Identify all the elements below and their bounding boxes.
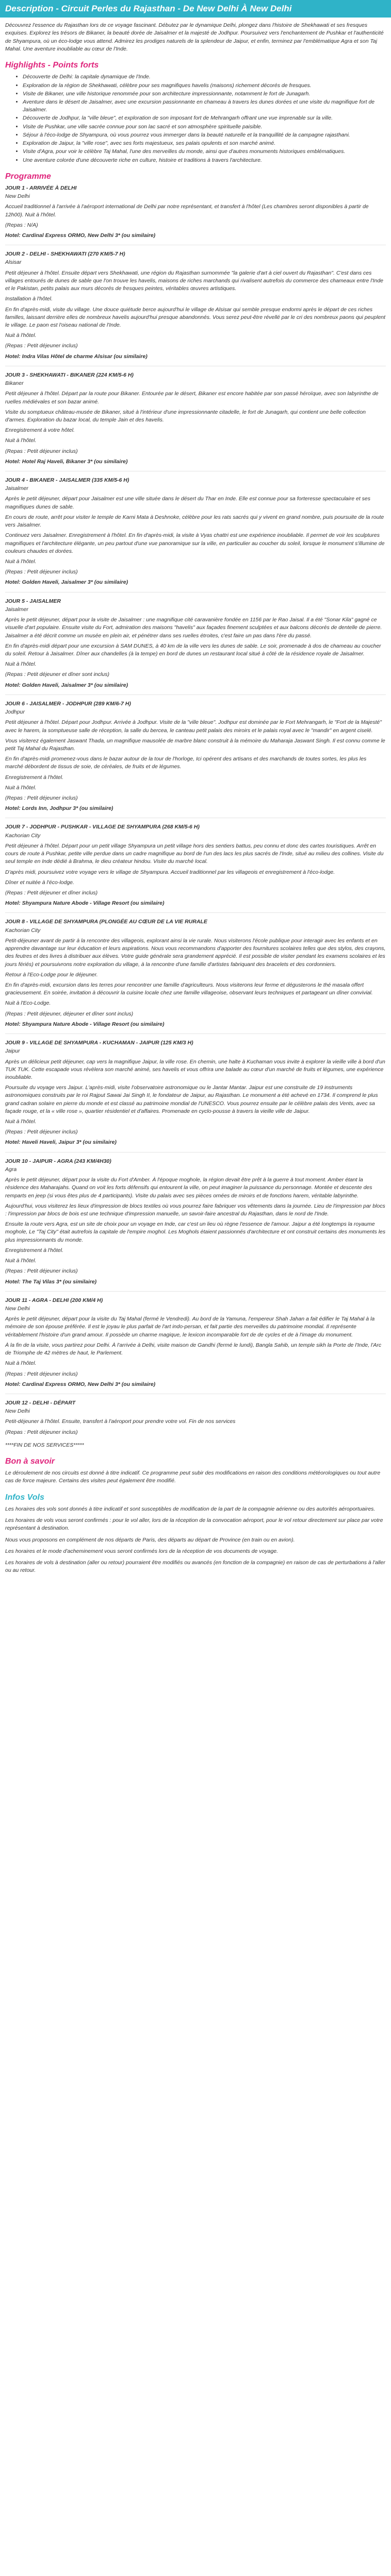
day-block — [5, 918, 386, 1028]
programme-heading: Programme — [5, 172, 51, 181]
day-paragraph: Continuez vers Jaisalmer. Enregistrement à l'hôtel. En fin d'après-midi, la visite à Vyas chattri est une expérience inoubliable. Il permet de voir les sculptures magnifiques et l'architecture élégante, un peu partout d'une vue panoramique sur la ville, en particulier au coucher du soleil, lorsque le monument s'illumine de couleurs chaudes et dorées. — [5, 532, 385, 554]
day-block — [5, 823, 386, 907]
day-hotel: Hotel: Shyampura Nature Abode - Village Resort (ou similaire) — [5, 1021, 165, 1027]
day-paragraph: En cours de route, arrêt pour visiter le temple de Karni Mata à Deshnoke, célèbre pour les rats sacrés qui y vivent en grand nombre, puis poursuite de la route vers Jaisalmer. — [5, 514, 384, 529]
day-paragraph: Ensuite la route vers Agra, est un site de choix pour un voyage en Inde, car c'est un lieu où règne l'essence de l'amour. Jaipur a été longtemps la royaume moghole, Le "Taj City" était autrefois la capitale de l'empire moghol. Les Moghols étaient passionnés d'architecture et ont construit certains des monuments les plus impressionnants du monde. — [5, 1221, 386, 1243]
end-of-services: ****FIN DE NOS SERVICES***** — [5, 1442, 84, 1448]
day-paragraph: Accueil traditionnel à l'arrivée à l'aéroport international de Delhi par notre représentant, et transfert à l'hôtel (Les chambres seront disponibles à partir de 12h00). Nuit à l'hôtel. — [5, 204, 369, 218]
day-paragraph: Nuit à l'hôtel. — [5, 1118, 37, 1125]
day-block — [5, 477, 386, 587]
highlight-item: • Aventure dans le désert de Jaisalmer, avec une excursion passionnante en chameau à travers les dunes dorées et une visite du magnifique fort de Jaisalmer. — [23, 98, 386, 114]
programme-days — [5, 184, 386, 1436]
day-hotel: Hotel: Cardinal Express ORMO, New Delhi 3* (ou similaire) — [5, 232, 156, 239]
day-location: Agra — [5, 1166, 17, 1173]
day-location: New Delhi — [5, 193, 30, 200]
day-title: JOUR 1 - ARRIVÉE À DELHI — [5, 184, 77, 191]
highlight-item: • Une aventure colorée d'une découverte riche en culture, histoire et traditions à travers l'architecture. — [23, 157, 386, 164]
highlight-item: • Visite de Pushkar, une ville sacrée connue pour son lac sacré et son atmosphère spirituelle paisible. — [23, 123, 386, 131]
day-paragraph: Après le petit déjeuner, départ pour la visite du Taj Mahal (fermé le Vendredi). Au bord de la Yamuna, l'empereur Shah Jahan a fait édifier le Taj Mahal à la mémoire de son épouse préférée. Il est le joyau le plus parfait de l'art indo-persan, et fait partie des merveilles du patrimoine mondial. Il représente véritablement l'histoire d'un grand amour. Il possède un charme magique, le lexicon incomparable fort de de cycles et de à l'image du monument. — [5, 1316, 375, 1338]
highlights-list — [5, 73, 386, 164]
flight-info-section — [5, 1505, 386, 1575]
flight-info-paragraph: Les horaires de vols vous seront confirmés : pour le vol aller, lors de la réception de la convocation aéroport, pour le vol retour directement sur place par votre représentant à destination. — [5, 1517, 383, 1532]
day-divider — [5, 912, 386, 913]
day-paragraph: En fin d'après-midi départ pour une excursion à SAM DUNES, à 40 km de la ville vers les dunes de sable. Le soir, promenade à dos de chameau au coucher du soleil. Retour à Jaisalmer. Dîner aux chandelles (à la tempe) en bord de dunes un restaurant local situé à côté de la résidence royale de Jaisalmer. — [5, 642, 381, 657]
day-paragraph: À la fin de la visite, vous partirez pour Delhi. À l'arrivée à Delhi, visite maison de Gandhi (fermé le lundi), Bangla Sahib, un temple sikh la Porte de l'Inde, l'Arc de Triomphe de 42 mètres de haut, le Parlement. — [5, 1342, 382, 1357]
day-block — [5, 700, 386, 813]
day-location: New Delhi — [5, 1408, 30, 1415]
day-divider — [5, 694, 386, 695]
day-divider — [5, 1152, 386, 1153]
day-location: Jodhpur — [5, 709, 25, 716]
day-location: New Delhi — [5, 1305, 30, 1312]
day-title: JOUR 12 - DELHI - DÉPART — [5, 1399, 76, 1406]
day-title: JOUR 4 - BIKANER - JAISALMER (335 KM/5-6 H) — [5, 477, 129, 484]
highlight-item: • Découverte de Delhi: la capitale dynamique de l'Inde. — [23, 73, 386, 81]
flight-info-heading: Infos Vols — [5, 1493, 44, 1502]
day-paragraph: Enregistrement à votre hôtel. — [5, 427, 75, 434]
day-paragraph: En fin d'après-midi, visite du village. Une douce quiétude berce aujourd'hui le village de Alsisar qui semble presque endormi après le départ de ces riches familles, laissant derrière elles de nombreux havelis aujourd'hui presque abandonnés. Vous serez peut-être révellé par le cri des nombreux paons qui peuplent le village. Le paon est l'oiseau national de l'Inde. — [5, 306, 386, 328]
highlights-heading: Highlights - Points forts — [5, 61, 99, 70]
day-location: Kachorian City — [5, 927, 41, 934]
day-paragraph: Visite du somptueux château-musée de Bikaner, situé à l'intérieur d'une impressionnante citadelle, le fort de Junagarh, qui contient une belle collection d'armes. Exploration du bazar local, du temple Jain et des havelis. — [5, 409, 366, 423]
good-to-know-heading: Bon à savoir — [5, 1457, 55, 1466]
day-block — [5, 184, 386, 240]
day-paragraph: D'après midi, poursuivez votre voyage vers le village de Shyampura. Accueil traditionnel par les villageois et enregistrement à l'éco-lodge. — [5, 869, 335, 875]
day-paragraph: (Repas : Petit déjeuner inclus) — [5, 1129, 78, 1136]
day-paragraph: Nuit à l'hôtel. — [5, 558, 37, 565]
day-paragraph: Après le petit déjeuner, départ pour Jaisalmer est une ville située dans le désert du Thar en Inde. Elle est connue pour sa forteresse spectaculaire et ses magnifiques dunes de sable. — [5, 496, 370, 510]
day-paragraph: Nuit à l'hôtel. — [5, 661, 37, 668]
day-paragraph: Petit-déjeuner à l'hôtel. Ensuite, transfert à l'aéroport pour prendre votre vol. Fin de nos services — [5, 1418, 236, 1425]
day-title: JOUR 5 - JAISALMER — [5, 598, 61, 604]
day-paragraph: En fin d'après-midi, excursion dans les terres pour rencontrer une famille d'agriculteurs. Nous visiterons leur ferme et dégusterons le thé masala offert gracieusement. En soirée, invitation à découvrir la cuisine locale chez une famille villageoise, observant leurs techniques et partageant un dîner convivial. — [5, 981, 373, 996]
day-location: Jaisalmer — [5, 606, 28, 613]
day-title: JOUR 6 - JAISALMER - JODHPUR (289 KM/6-7 H) — [5, 700, 131, 707]
day-paragraph: (Repas : Petit déjeuner inclus) — [5, 343, 78, 349]
day-location: Kachorian City — [5, 832, 41, 839]
day-paragraph: Dîner et nuitée à l'éco-lodge. — [5, 879, 74, 886]
day-title: JOUR 11 - AGRA - DELHI (200 KM/4 H) — [5, 1297, 103, 1303]
day-paragraph: Enregistrement à l'hôtel. — [5, 1247, 63, 1253]
day-block — [5, 250, 386, 361]
day-paragraph: Enregistrement à l'hôtel. — [5, 774, 63, 781]
day-paragraph: (Repas : Petit déjeuner inclus) — [5, 569, 78, 575]
day-location: Jaipur — [5, 1048, 20, 1055]
day-paragraph: (Repas : Petit déjeuner et dîner inclus) — [5, 890, 98, 896]
day-paragraph: Vous visiterez également Jaswant Thada, un magnifique mausolée de marbre blanc construit à la mémoire du Maharaja Jaswant Singh. Il est connu comme le petit Taj Mahal du Rajasthan. — [5, 737, 385, 752]
day-divider — [5, 1033, 386, 1034]
day-paragraph: Petit-déjeuner avant de partir à la rencontre des villageois, explorant ainsi la vie rurale. Nous visiterons l'école publique pour interagir avec les enfants et en apprendre davantage sur leur éducation et leurs aspirations. Nous vous recommandons d'apporter des fournitures scolaires telles que des stylos, des crayons, des feutres et des livres à distribuer aux élèves. Votre guide générale sera grandement apprécié. Il est possible de visiter pendant les examens scolaires et les jours fériés) et poursuivrons notre exploration du village, à la rencontre d'une famille d'artistes fabriquant des bracelets et des cordonniers. — [5, 937, 386, 968]
day-paragraph: Retour à l'Eco-Lodge pour le déjeuner. — [5, 971, 98, 978]
day-location: Jaisalmer — [5, 485, 28, 492]
highlight-item: • Séjour à l'éco-lodge de Shyampura, où vous pourrez vous immerger dans la beauté naturelle et la tranquillité de la campagne rajasthani. — [23, 131, 386, 139]
highlight-item: • Visite de Bikaner, une ville historique renommée pour son architecture impressionnante, notamment le fort de Junagarh. — [23, 90, 386, 98]
day-title: JOUR 3 - SHEKHAWATI - BIKANER (224 KM/5-6 H) — [5, 371, 134, 378]
day-paragraph: (Repas : Petit déjeuner inclus) — [5, 1429, 78, 1435]
day-block — [5, 598, 386, 689]
intro-paragraph: Découvrez l'essence du Rajasthan lors de ce voyage fascinant. Débutez par le dynamique Delhi, plongez dans l'histoire de Shekhawati et ses fresques exquises. Explorez les trésors de Bikaner, la beauté dorée de Jaisalmer et la majesté de Jodhpur. Poursuivez vers l'enchantement de Pushkar et l'authenticité de Shyampura, où un éco-lodge vous attend. Admirez les prodiges naturels de la splendeur de Jaipur, et enfin, terminez par l'emblématique Agra et son Taj Mahal. Une aventure inoubliable au cœur de l'Inde. — [5, 22, 384, 52]
day-location: Bikaner — [5, 380, 24, 387]
day-title: JOUR 10 - JAIPUR - AGRA (243 KM/4H30) — [5, 1158, 111, 1164]
highlight-item: • Découverte de Jodhpur, la "ville bleue", et exploration de son imposant fort de Mehrangarh offrant une vue imprenable sur la ville. — [23, 114, 386, 122]
day-hotel: Hotel: Indra Vilas Hôtel de charme Alsisar (ou similaire) — [5, 353, 148, 360]
day-hotel: Hotel: Hotel Raj Haveli, Bikaner 3* (ou similaire) — [5, 458, 128, 465]
highlight-item: • Exploration de Jaipur, la "ville rose", avec ses forts majestueux, ses palais opulents et son marché animé. — [23, 140, 386, 147]
day-hotel: Hotel: Lords Inn, Jodhpur 3* (ou similaire) — [5, 805, 113, 812]
day-title: JOUR 8 - VILLAGE DE SHYAMPURA (PLONGÉE AU CŒUR DE LA VIE RURALE — [5, 919, 207, 925]
day-hotel: Hotel: Golden Haveli, Jaisalmer 3* (ou similaire) — [5, 682, 128, 688]
day-block — [5, 1039, 386, 1147]
main-content — [0, 18, 391, 1588]
day-paragraph: (Repas : Petit déjeuner inclus) — [5, 1268, 78, 1275]
day-hotel: Hotel: Haveli Haveli, Jaipur 3* (ou similaire) — [5, 1139, 117, 1146]
day-block — [5, 1399, 386, 1436]
day-paragraph: Poursuite du voyage vers Jaipur. L'après-midi, visite l'observatoire astronomique ou le Jantar Mantar. Jaipur est une construite de 19 instruments astronomiques construits par le roi Rajput Sawai Jai Singh II, le fondateur de Jaipur, au Rajasthan. Le monument a été achevé en 1734. Il comprend le plus grand cadran solaire en pierre du monde et est classé au patrimoine mondial de l'UNESCO. Vous pourrez ensuite par le célèbre palais des Vents, avec sa façade rouge, et la « ville rose », quartier résidentiel et d'affaires. Promenade en cyclo-pousse à travers la vieille ville de Jaipur. — [5, 1084, 378, 1114]
day-paragraph: Installation à l'hôtel. — [5, 296, 53, 302]
day-title: JOUR 7 - JODHPUR - PUSHKAR - VILLAGE DE SHYAMPURA (268 KM/5-6 H) — [5, 824, 200, 831]
day-paragraph: (Repas : N/A) — [5, 222, 38, 228]
day-paragraph: (Repas : Petit déjeuner et dîner sont inclus) — [5, 671, 109, 678]
day-divider — [5, 1291, 386, 1292]
day-paragraph: Petit déjeuner à l'hôtel. Départ par la route pour Bikaner. Entourée par le désert, Bikaner est encore habitée par son passé héroïque, avec son labyrinthe de ruelles médiévales et son bazar animé. — [5, 391, 379, 405]
day-block — [5, 1297, 386, 1388]
day-title: JOUR 9 - VILLAGE DE SHYAMPURA - KUCHAMAN - JAIPUR (125 KM/3 H) — [5, 1040, 193, 1046]
flight-info-paragraph: Les horaires des vols sont donnés à titre indicatif et sont susceptibles de modification de la part de la compagnie aérienne ou des autorités aéroportuaires. — [5, 1505, 376, 1512]
day-paragraph: Nuit à l'hôtel. — [5, 1360, 37, 1367]
day-hotel: Hotel: Golden Haveli, Jaisalmer 3* (ou similaire) — [5, 579, 128, 586]
day-paragraph: (Repas : Petit déjeuner inclus) — [5, 795, 78, 802]
day-paragraph: En fin d'après-midi promenez-vous dans le bazar autour de la tour de l'horloge, Ici opérent des artisans et des marchands de toutes sortes, les plus les marché débordent de tissus de soie, de céréales, de fruits et de légumes. — [5, 756, 367, 770]
flight-info-paragraph: Les horaires de vols à destination (aller ou retour) pourraient être modifiés ou avancés (en fonction de la compagnie) en raison de cas de perturbations à l'aller ou au retour. — [5, 1559, 385, 1574]
highlight-item: • Exploration de la région de Shekhawati, célèbre pour ses magnifiques havelis (maisons) richement décorés de fresques. — [23, 82, 386, 90]
highlight-item: • Visite d'Agra, pour voir le célèbre Taj Mahal, l'une des merveilles du monde, ainsi que d'autres monuments historiques emblématiques. — [23, 148, 386, 156]
day-title: JOUR 2 - DELHI - SHEKHAWATI (270 KM/5-7 H) — [5, 251, 125, 258]
good-to-know-paragraph: Le déroulement de nos circuits est donné à titre indicatif. Ce programme peut subir des modifications en raison des conditions météorologiques ou tout autre cas de force majeure. Certains des visites peut également être modifié. — [5, 1470, 381, 1484]
day-hotel: Hotel: Shyampura Nature Abode - Village Resort (ou similaire) — [5, 900, 165, 907]
day-paragraph: (Repas : Petit déjeuner inclus) — [5, 1370, 78, 1377]
day-block — [5, 371, 386, 466]
day-paragraph: Aujourd'hui, vous visiterez les lieux d'impression de blocs textiles où vous pourrez faire fabriquer vos vêtements dans la journée. Lieu de l'impression par blocs : l'impression par blocs de bois est une technique d'impression manuelle, un savoir-faire ancestral du Rajasthan, dans le nord de l'Inde. — [5, 1202, 385, 1217]
flight-info-paragraph: Nous vous proposons en complément de nos départs de Paris, des départs au départ de Province (en train ou en avion). — [5, 1536, 295, 1543]
day-location: Alsisar — [5, 259, 22, 266]
day-paragraph: Après un délicieux petit déjeuner, cap vers la magnifique Jaipur, la ville rose. En chemin, une halte à Kuchaman vous invite à explorer la vieille ville à bord d'un TUK TUK. Cette escapade vous révèlera son marché animé, ses havelis et vous offrira une balade au cœur d'un marché de fruits et légumes, une expérience inoubliable. — [5, 1058, 385, 1080]
day-paragraph: (Repas : Petit déjeuner inclus) — [5, 448, 78, 454]
day-paragraph: Après le petit déjeuner, départ pour la visite de Jaisalmer : une magnifique cité caravanière fondée en 1156 par le Rao Jaisal. Il a été "Sonar Kila" gagné ce visuelle d'art populaire. Ensuite visite du Fort, admiration des maisons "havelis" aux façades finement sculptées et aux balcons décorés de dentelle de pierre. Jaisalmer a été décrit comme un musée en plein air, et pénétrer dans ses ruelles étroites, c'est faire un pas dans l'ère du passé. — [5, 617, 382, 639]
day-paragraph: Nuit à l'hôtel. — [5, 332, 37, 339]
day-paragraph: Nuit à l'hôtel. — [5, 784, 37, 791]
day-paragraph: Nuit à l'Eco-Lodge. — [5, 1000, 51, 1007]
day-paragraph: Après le petit déjeuner, départ pour la visite du Fort d'Amber. À l'époque moghole, la région devait être prêt à la guerre à tout moment. Amber étant la résidence des Maharajahs. Quand on voit les forts défensifs qui entourent la ville, on peut imaginer la puissance du personnage. Montée et descente des remparts en jeep (si vous êtes plus de 4 participants). Visite du palais avec ses pièces ornées de miroirs et de fonctions harem, véritable labyrinthe. — [5, 1177, 372, 1199]
day-paragraph: Petit déjeuner à l'hôtel. Départ pour un petit village Shyampura un petit village hors des sentiers battus, peu connu et donc des cartes touristiques. Arrêt en cours de route à Pushkar, petite ville perdue dans un cadre magnifique au bord de l'un des lacs les plus sacrés de l'Inde, situé au milieu des collines. Visite du seul temple en Inde dédié à Brahma, le dieu créateur hindou. Visite du marché local. — [5, 842, 384, 865]
day-hotel: Hotel: The Taj Vilas 3* (ou similaire) — [5, 1278, 97, 1285]
flight-info-paragraph: Les horaires et le mode d'acheminement vous seront confirmés lors de la réception de vos documents de voyage. — [5, 1548, 279, 1554]
day-paragraph: (Repas : Petit déjeuner, déjeuner et dîner sont inclus) — [5, 1010, 134, 1017]
good-to-know-section — [5, 1469, 386, 1485]
day-paragraph: Nuit à l'hôtel. — [5, 437, 37, 444]
day-hotel: Hotel: Cardinal Express ORMO, New Delhi 3* (ou similaire) — [5, 1381, 156, 1387]
day-block — [5, 1158, 386, 1286]
day-paragraph: Nuit à l'hôtel. — [5, 1258, 37, 1264]
page-title: Description - Circuit Perles du Rajasthan - De New Delhi À New Delhi — [0, 0, 391, 18]
day-paragraph: Petit déjeuner à l'hôtel. Ensuite départ vers Shekhawati, une région du Rajasthan surnommée "la galerie d'art à ciel ouvert du Rajasthan". C'est dans ces villages entourés de dunes de sable que l'on trouve les havelis, maisons de riches marchands qui rivalisent autrefois du commerce des chameaux entre l'Inde et le Pakistan, petits palais aux murs décorés de fresques peintes, véritables œuvres artistiques. — [5, 269, 383, 292]
day-paragraph: Petit déjeuner à l'hôtel. Départ pour Jodhpur. Arrivée à Jodhpur. Visite de la "ville bleue". Jodhpur est dominée par le Fort Mehrangarh, le "Fort de la Majesté" avec le harem, la somptueuse salle de réception, la salle du bercea, le canteau petit palais des miroirs et le palais royal avec le "mandir" en argent ciselé. — [5, 719, 382, 734]
